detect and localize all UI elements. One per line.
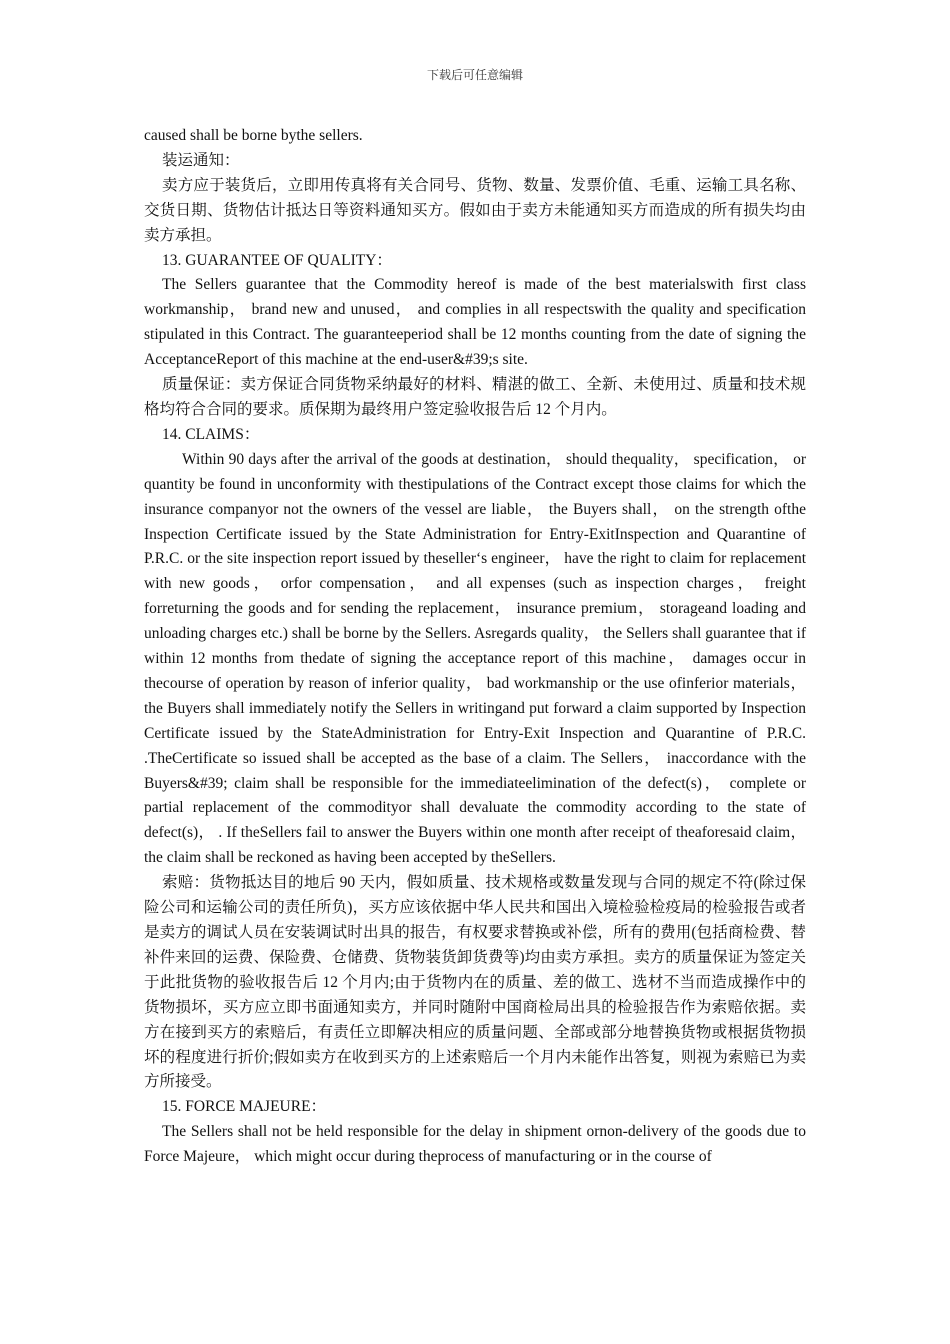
paragraph-shipping-continuation: caused shall be borne bythe sellers. <box>144 127 363 144</box>
page-header: 下载后可任意编辑 <box>426 68 523 82</box>
claims-paragraph-en: Within 90 days after the arrival of the goods at destination， should thequality， specification， or quantity be found in unconformity with thestipulations of the Contract except those claims for which the insurance companyor not the owners of the vessel are liable， the Buyers shall， on the strength ofthe Inspection Certificate issued by the State Administration for Entry-ExitInspection and Quarantine of P.R.C. or the site inspection report issued by theseller‘s engineer， have the right to claim for replacement with new goods， orfor compensation， and all expenses (such as inspection charges， freight forreturning the goods and for sending the replacement， insurance premium， storageand loading and unloading charges etc.) shall be borne by the Sellers. Asregards quality， the Sellers shall guarantee that if within 12 months from thedate of signing the acceptance report of this machine， damages occur in thecourse of operation by reason of inferior quality， bad workmanship or the use ofinferior materials， the Buyers shall immediately notify the Sellers in writingand put forward a claim supported by Inspection Certificate issued by the StateAdministration for Entry-Exit Inspection and Quarantine of P.R.C. .TheCertificate so issued shall be accepted as the base of a claim. The Sellers， inaccordance with the Buyers&#39; claim shall be responsible for the immediateelimination of the defect(s)， complete or partial replacement of the commodityor shall devaluate the commodity according to the state of defect(s)， . If theSellers fail to answer the Buyers within one month after receipt of theaforesaid claim， the claim shall be reckoned as having been accepted by theSellers. <box>144 450 806 867</box>
claims-paragraph-cn: 索赔：货物抵达目的地后 90 天内，假如质量、技术规格或数量发现与合同的规定不符(除过保险公司和运输公司的责任所负)，买方应该依据中华人民共和国出入境检验检疫局的检验报告或者是卖方的调试人员在安装调试时出具的报告，有权要求替换或补偿，所有的费用(包括商检费、替补件来回的运费、保险费、仓储费、货物装货卸货费等)均由卖方承担。卖方的质量保证为签定关于此批货物的验收报告后 12 个月内;由于货物内在的质量、差的做工、选材不当而造成操作中的货物损坏，买方应立即书面通知卖方，并同时随附中国商检局出具的检验报告作为索赔依据。卖方在接到买方的索赔后，有责任立即解决相应的质量问题、全部或部分地替换货物或根据货物损坏的程度进行折价;假如卖方在收到买方的上述索赔后一个月内未能作出答复，则视为索赔已为卖方所接受。 <box>144 874 806 1091</box>
guarantee-paragraph-en: The Sellers guarantee that the Commodity hereof is made of the best materialswith first class workmanship， brand new and unused， and complies in all respectswith the quality and specification stipulated in this Contract. The guaranteeperiod shall be 12 months counting from the date of signing the AcceptanceReport of this machine at the end-user&#39;s site. <box>144 276 806 369</box>
force-majeure-paragraph: The Sellers shall not be held responsible for the delay in shipment ornon-delivery of the goods due to Force Majeure， which might occur during theprocess of manufacturing or in the course of <box>144 1123 806 1166</box>
force-majeure-heading: 15. FORCE MAJEURE： <box>162 1098 327 1116</box>
guarantee-heading: 13. GUARANTEE OF QUALITY： <box>162 251 392 269</box>
claims-heading: 14. CLAIMS： <box>162 425 260 443</box>
shipping-notice-paragraph: 卖方应于装货后，立即用传真将有关合同号、货物、数量、发票价值、毛重、运输工具名称、交货日期、货物估计抵达日等资料通知买方。假如由于卖方未能通知买方而造成的所有损失均由卖方承担。 <box>144 176 806 244</box>
guarantee-paragraph-cn: 质量保证：卖方保证合同货物采纳最好的材料、精湛的做工、全新、未使用过、质量和技术规格均符合合同的要求。质保期为最终用户签定验收报告后 12 个月内。 <box>144 376 806 418</box>
document-body <box>144 124 806 1170</box>
shipping-notice-heading: 装运通知： <box>162 151 240 169</box>
